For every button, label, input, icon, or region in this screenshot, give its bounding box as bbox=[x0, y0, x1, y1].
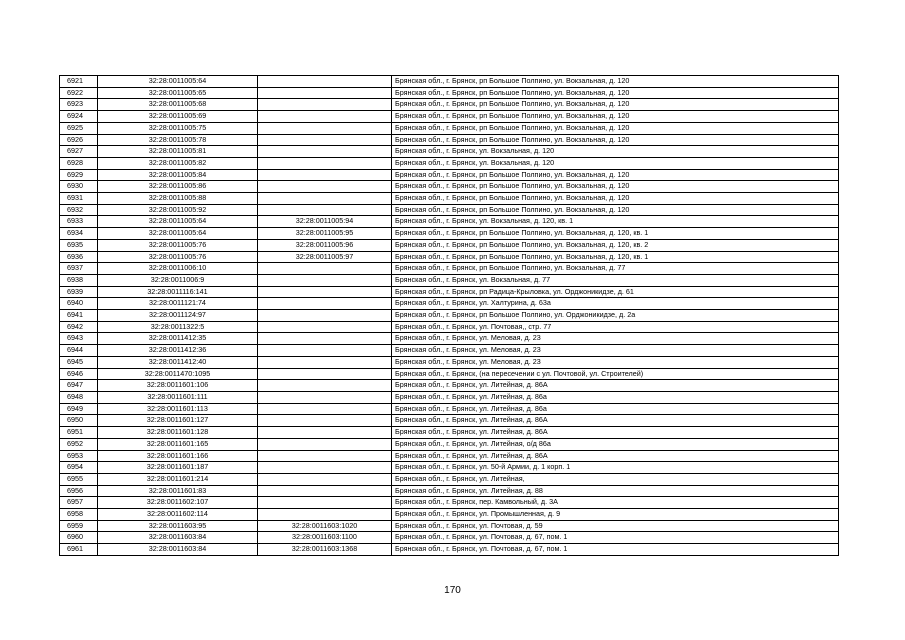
cadastral-number-cell: 32:28:0011602:107 bbox=[98, 497, 258, 509]
row-number-cell: 6947 bbox=[60, 380, 98, 392]
linked-cadastral-number-cell bbox=[258, 380, 392, 392]
cadastral-number-cell: 32:28:0011005:65 bbox=[98, 87, 258, 99]
table-row bbox=[60, 403, 839, 415]
address-cell: Брянская обл., г. Брянск, рп Большое Полпино, ул. Вокзальная, д. 120 bbox=[392, 87, 839, 99]
linked-cadastral-number-cell: 32:28:0011603:1020 bbox=[258, 520, 392, 532]
address-cell: Брянская обл., г. Брянск, ул. Вокзальная, д. 120, кв. 1 bbox=[392, 216, 839, 228]
table-row bbox=[60, 204, 839, 216]
row-number-cell: 6934 bbox=[60, 228, 98, 240]
row-number-cell: 6927 bbox=[60, 146, 98, 158]
address-cell: Брянская обл., г. Брянск, ул. Литейная, д. 86А bbox=[392, 380, 839, 392]
table-row bbox=[60, 193, 839, 205]
table-row bbox=[60, 368, 839, 380]
cadastral-number-cell: 32:28:0011601:111 bbox=[98, 391, 258, 403]
table-row bbox=[60, 274, 839, 286]
cadastral-number-cell: 32:28:0011005:75 bbox=[98, 122, 258, 134]
cadastral-number-cell: 32:28:0011470:1095 bbox=[98, 368, 258, 380]
address-cell: Брянская обл., г. Брянск, ул. Литейная, д. 86а bbox=[392, 403, 839, 415]
linked-cadastral-number-cell bbox=[258, 298, 392, 310]
row-number-cell: 6935 bbox=[60, 239, 98, 251]
linked-cadastral-number-cell bbox=[258, 169, 392, 181]
table-row bbox=[60, 427, 839, 439]
linked-cadastral-number-cell bbox=[258, 356, 392, 368]
table-row bbox=[60, 181, 839, 193]
table-row bbox=[60, 298, 839, 310]
row-number-cell: 6941 bbox=[60, 310, 98, 322]
row-number-cell: 6936 bbox=[60, 251, 98, 263]
table-row bbox=[60, 485, 839, 497]
linked-cadastral-number-cell bbox=[258, 403, 392, 415]
cadastral-number-cell: 32:28:0011601:83 bbox=[98, 485, 258, 497]
address-cell: Брянская обл., г. Брянск, ул. Литейная, о/д 86а bbox=[392, 438, 839, 450]
address-cell: Брянская обл., г. Брянск, ул. Литейная, д. 88 bbox=[392, 485, 839, 497]
address-cell: Брянская обл., г. Брянск, рп Большое Полпино, ул. Вокзальная, д. 120, кв. 2 bbox=[392, 239, 839, 251]
row-number-cell: 6929 bbox=[60, 169, 98, 181]
linked-cadastral-number-cell bbox=[258, 263, 392, 275]
table-row bbox=[60, 228, 839, 240]
table-row bbox=[60, 356, 839, 368]
address-cell: Брянская обл., г. Брянск, рп Большое Полпино, ул. Вокзальная, д. 120 bbox=[392, 111, 839, 123]
cadastral-number-cell: 32:28:0011601:187 bbox=[98, 462, 258, 474]
cadastral-number-cell: 32:28:0011116:141 bbox=[98, 286, 258, 298]
row-number-cell: 6932 bbox=[60, 204, 98, 216]
table-row bbox=[60, 239, 839, 251]
linked-cadastral-number-cell bbox=[258, 497, 392, 509]
linked-cadastral-number-cell bbox=[258, 134, 392, 146]
row-number-cell: 6956 bbox=[60, 485, 98, 497]
row-number-cell: 6944 bbox=[60, 345, 98, 357]
row-number-cell: 6924 bbox=[60, 111, 98, 123]
table-row bbox=[60, 263, 839, 275]
table-row bbox=[60, 462, 839, 474]
address-cell: Брянская обл., г. Брянск, рп Большое Полпино, ул. Вокзальная, д. 77 bbox=[392, 263, 839, 275]
linked-cadastral-number-cell bbox=[258, 368, 392, 380]
cadastral-number-cell: 32:28:0011005:82 bbox=[98, 157, 258, 169]
row-number-cell: 6921 bbox=[60, 76, 98, 88]
linked-cadastral-number-cell bbox=[258, 509, 392, 521]
linked-cadastral-number-cell bbox=[258, 321, 392, 333]
table-row bbox=[60, 520, 839, 532]
cadastral-number-cell: 32:28:0011601:165 bbox=[98, 438, 258, 450]
cadastral-number-cell: 32:28:0011005:68 bbox=[98, 99, 258, 111]
row-number-cell: 6950 bbox=[60, 415, 98, 427]
linked-cadastral-number-cell: 32:28:0011005:97 bbox=[258, 251, 392, 263]
row-number-cell: 6930 bbox=[60, 181, 98, 193]
linked-cadastral-number-cell: 32:28:0011005:95 bbox=[258, 228, 392, 240]
linked-cadastral-number-cell bbox=[258, 181, 392, 193]
register-table-body bbox=[60, 76, 839, 556]
address-cell: Брянская обл., г. Брянск, ул. Халтурина, д. 63а bbox=[392, 298, 839, 310]
linked-cadastral-number-cell bbox=[258, 450, 392, 462]
cadastral-number-cell: 32:28:0011412:40 bbox=[98, 356, 258, 368]
row-number-cell: 6953 bbox=[60, 450, 98, 462]
table-row bbox=[60, 321, 839, 333]
linked-cadastral-number-cell bbox=[258, 193, 392, 205]
cadastral-number-cell: 32:28:0011005:76 bbox=[98, 239, 258, 251]
table-row bbox=[60, 473, 839, 485]
cadastral-number-cell: 32:28:0011005:76 bbox=[98, 251, 258, 263]
table-row bbox=[60, 391, 839, 403]
table-row bbox=[60, 310, 839, 322]
linked-cadastral-number-cell: 32:28:0011005:94 bbox=[258, 216, 392, 228]
register-table bbox=[59, 75, 839, 556]
address-cell: Брянская обл., г. Брянск, ул. Почтовая, д. 67, пом. 1 bbox=[392, 532, 839, 544]
table-row bbox=[60, 157, 839, 169]
cadastral-number-cell: 32:28:0011601:214 bbox=[98, 473, 258, 485]
cadastral-number-cell: 32:28:0011412:36 bbox=[98, 345, 258, 357]
address-cell: Брянская обл., г. Брянск, ул. Почтовая,, стр. 77 bbox=[392, 321, 839, 333]
address-cell: Брянская обл., г. Брянск, рп Большое Полпино, ул. Вокзальная, д. 120 bbox=[392, 169, 839, 181]
address-cell: Брянская обл., г. Брянск, ул. Литейная, д. 86А bbox=[392, 450, 839, 462]
row-number-cell: 6946 bbox=[60, 368, 98, 380]
linked-cadastral-number-cell bbox=[258, 391, 392, 403]
row-number-cell: 6951 bbox=[60, 427, 98, 439]
address-cell: Брянская обл., г. Брянск, рп Большое Полпино, ул. Вокзальная, д. 120 bbox=[392, 204, 839, 216]
address-cell: Брянская обл., г. Брянск, ул. Меловая, д. 23 bbox=[392, 333, 839, 345]
address-cell: Брянская обл., г. Брянск, ул. 50-й Армии, д. 1 корп. 1 bbox=[392, 462, 839, 474]
table-row bbox=[60, 169, 839, 181]
cadastral-number-cell: 32:28:0011006:9 bbox=[98, 274, 258, 286]
address-cell: Брянская обл., г. Брянск, ул. Вокзальная, д. 120 bbox=[392, 157, 839, 169]
address-cell: Брянская обл., г. Брянск, ул. Литейная, bbox=[392, 473, 839, 485]
address-cell: Брянская обл., г. Брянск, ул. Почтовая, д. 59 bbox=[392, 520, 839, 532]
linked-cadastral-number-cell: 32:28:0011603:1368 bbox=[258, 544, 392, 556]
row-number-cell: 6928 bbox=[60, 157, 98, 169]
cadastral-number-cell: 32:28:0011005:84 bbox=[98, 169, 258, 181]
linked-cadastral-number-cell: 32:28:0011005:96 bbox=[258, 239, 392, 251]
row-number-cell: 6937 bbox=[60, 263, 98, 275]
table-row bbox=[60, 99, 839, 111]
table-row bbox=[60, 122, 839, 134]
address-cell: Брянская обл., г. Брянск, ул. Литейная, д. 86А bbox=[392, 427, 839, 439]
table-row bbox=[60, 333, 839, 345]
linked-cadastral-number-cell bbox=[258, 473, 392, 485]
table-row bbox=[60, 544, 839, 556]
linked-cadastral-number-cell bbox=[258, 345, 392, 357]
cadastral-number-cell: 32:28:0011601:128 bbox=[98, 427, 258, 439]
cadastral-number-cell: 32:28:0011601:127 bbox=[98, 415, 258, 427]
cadastral-number-cell: 32:28:0011601:106 bbox=[98, 380, 258, 392]
row-number-cell: 6926 bbox=[60, 134, 98, 146]
table-row bbox=[60, 286, 839, 298]
table-row bbox=[60, 532, 839, 544]
table-row bbox=[60, 509, 839, 521]
row-number-cell: 6933 bbox=[60, 216, 98, 228]
row-number-cell: 6959 bbox=[60, 520, 98, 532]
row-number-cell: 6943 bbox=[60, 333, 98, 345]
cadastral-number-cell: 32:28:0011601:166 bbox=[98, 450, 258, 462]
row-number-cell: 6952 bbox=[60, 438, 98, 450]
address-cell: Брянская обл., г. Брянск, ул. Меловая, д. 23 bbox=[392, 356, 839, 368]
cadastral-number-cell: 32:28:0011603:84 bbox=[98, 532, 258, 544]
row-number-cell: 6960 bbox=[60, 532, 98, 544]
cadastral-number-cell: 32:28:0011005:92 bbox=[98, 204, 258, 216]
row-number-cell: 6922 bbox=[60, 87, 98, 99]
linked-cadastral-number-cell bbox=[258, 427, 392, 439]
cadastral-number-cell: 32:28:0011005:64 bbox=[98, 76, 258, 88]
address-cell: Брянская обл., г. Брянск, рп Большое Полпино, ул. Вокзальная, д. 120 bbox=[392, 134, 839, 146]
address-cell: Брянская обл., г. Брянск, ул. Вокзальная, д. 77 bbox=[392, 274, 839, 286]
row-number-cell: 6949 bbox=[60, 403, 98, 415]
address-cell: Брянская обл., г. Брянск, рп Радица-Крыловка, ул. Орджоникидзе, д. 61 bbox=[392, 286, 839, 298]
cadastral-number-cell: 32:28:0011005:64 bbox=[98, 228, 258, 240]
cadastral-number-cell: 32:28:0011005:69 bbox=[98, 111, 258, 123]
page-number: 170 bbox=[444, 585, 461, 596]
table-row bbox=[60, 450, 839, 462]
linked-cadastral-number-cell bbox=[258, 99, 392, 111]
address-cell: Брянская обл., г. Брянск, ул. Почтовая, д. 67, пом. 1 bbox=[392, 544, 839, 556]
linked-cadastral-number-cell bbox=[258, 157, 392, 169]
table-row bbox=[60, 111, 839, 123]
cadastral-number-cell: 32:28:0011322:5 bbox=[98, 321, 258, 333]
cadastral-number-cell: 32:28:0011412:35 bbox=[98, 333, 258, 345]
address-cell: Брянская обл., г. Брянск, рп Большое Полпино, ул. Вокзальная, д. 120 bbox=[392, 181, 839, 193]
cadastral-number-cell: 32:28:0011603:84 bbox=[98, 544, 258, 556]
cadastral-number-cell: 32:28:0011005:88 bbox=[98, 193, 258, 205]
cadastral-number-cell: 32:28:0011005:78 bbox=[98, 134, 258, 146]
linked-cadastral-number-cell bbox=[258, 286, 392, 298]
address-cell: Брянская обл., г. Брянск, рп Большое Полпино, ул. Вокзальная, д. 120 bbox=[392, 76, 839, 88]
linked-cadastral-number-cell bbox=[258, 333, 392, 345]
linked-cadastral-number-cell bbox=[258, 438, 392, 450]
table-row bbox=[60, 76, 839, 88]
register-table-container bbox=[59, 75, 838, 556]
row-number-cell: 6942 bbox=[60, 321, 98, 333]
linked-cadastral-number-cell bbox=[258, 274, 392, 286]
table-row bbox=[60, 216, 839, 228]
address-cell: Брянская обл., г. Брянск, рп Большое Полпино, ул. Вокзальная, д. 120, кв. 1 bbox=[392, 228, 839, 240]
row-number-cell: 6925 bbox=[60, 122, 98, 134]
table-row bbox=[60, 251, 839, 263]
cadastral-number-cell: 32:28:0011121:74 bbox=[98, 298, 258, 310]
linked-cadastral-number-cell bbox=[258, 87, 392, 99]
table-row bbox=[60, 146, 839, 158]
table-row bbox=[60, 380, 839, 392]
address-cell: Брянская обл., г. Брянск, (на пересечении с ул. Почтовой, ул. Строителей) bbox=[392, 368, 839, 380]
cadastral-number-cell: 32:28:0011005:64 bbox=[98, 216, 258, 228]
row-number-cell: 6931 bbox=[60, 193, 98, 205]
address-cell: Брянская обл., г. Брянск, ул. Вокзальная, д. 120 bbox=[392, 146, 839, 158]
address-cell: Брянская обл., г. Брянск, рп Большое Полпино, ул. Орджоникидзе, д. 2а bbox=[392, 310, 839, 322]
row-number-cell: 6957 bbox=[60, 497, 98, 509]
row-number-cell: 6961 bbox=[60, 544, 98, 556]
address-cell: Брянская обл., г. Брянск, ул. Меловая, д. 23 bbox=[392, 345, 839, 357]
row-number-cell: 6955 bbox=[60, 473, 98, 485]
address-cell: Брянская обл., г. Брянск, рп Большое Полпино, ул. Вокзальная, д. 120 bbox=[392, 193, 839, 205]
address-cell: Брянская обл., г. Брянск, ул. Литейная, д. 86а bbox=[392, 391, 839, 403]
cadastral-number-cell: 32:28:0011124:97 bbox=[98, 310, 258, 322]
row-number-cell: 6954 bbox=[60, 462, 98, 474]
cadastral-number-cell: 32:28:0011005:81 bbox=[98, 146, 258, 158]
linked-cadastral-number-cell: 32:28:0011603:1100 bbox=[258, 532, 392, 544]
row-number-cell: 6958 bbox=[60, 509, 98, 521]
linked-cadastral-number-cell bbox=[258, 204, 392, 216]
row-number-cell: 6938 bbox=[60, 274, 98, 286]
cadastral-number-cell: 32:28:0011603:95 bbox=[98, 520, 258, 532]
row-number-cell: 6939 bbox=[60, 286, 98, 298]
cadastral-number-cell: 32:28:0011602:114 bbox=[98, 509, 258, 521]
linked-cadastral-number-cell bbox=[258, 462, 392, 474]
cadastral-number-cell: 32:28:0011006:10 bbox=[98, 263, 258, 275]
address-cell: Брянская обл., г. Брянск, рп Большое Полпино, ул. Вокзальная, д. 120 bbox=[392, 122, 839, 134]
linked-cadastral-number-cell bbox=[258, 146, 392, 158]
table-row bbox=[60, 87, 839, 99]
address-cell: Брянская обл., г. Брянск, рп Большое Полпино, ул. Вокзальная, д. 120, кв. 1 bbox=[392, 251, 839, 263]
table-row bbox=[60, 415, 839, 427]
table-row bbox=[60, 345, 839, 357]
row-number-cell: 6923 bbox=[60, 99, 98, 111]
linked-cadastral-number-cell bbox=[258, 122, 392, 134]
linked-cadastral-number-cell bbox=[258, 111, 392, 123]
linked-cadastral-number-cell bbox=[258, 76, 392, 88]
row-number-cell: 6945 bbox=[60, 356, 98, 368]
table-row bbox=[60, 497, 839, 509]
row-number-cell: 6948 bbox=[60, 391, 98, 403]
address-cell: Брянская обл., г. Брянск, пер. Камвольный, д. 3А bbox=[392, 497, 839, 509]
address-cell: Брянская обл., г. Брянск, ул. Промышленная, д. 9 bbox=[392, 509, 839, 521]
cadastral-number-cell: 32:28:0011601:113 bbox=[98, 403, 258, 415]
linked-cadastral-number-cell bbox=[258, 485, 392, 497]
table-row bbox=[60, 438, 839, 450]
address-cell: Брянская обл., г. Брянск, ул. Литейная, д. 86А bbox=[392, 415, 839, 427]
row-number-cell: 6940 bbox=[60, 298, 98, 310]
table-row bbox=[60, 134, 839, 146]
cadastral-number-cell: 32:28:0011005:86 bbox=[98, 181, 258, 193]
linked-cadastral-number-cell bbox=[258, 310, 392, 322]
address-cell: Брянская обл., г. Брянск, рп Большое Полпино, ул. Вокзальная, д. 120 bbox=[392, 99, 839, 111]
linked-cadastral-number-cell bbox=[258, 415, 392, 427]
